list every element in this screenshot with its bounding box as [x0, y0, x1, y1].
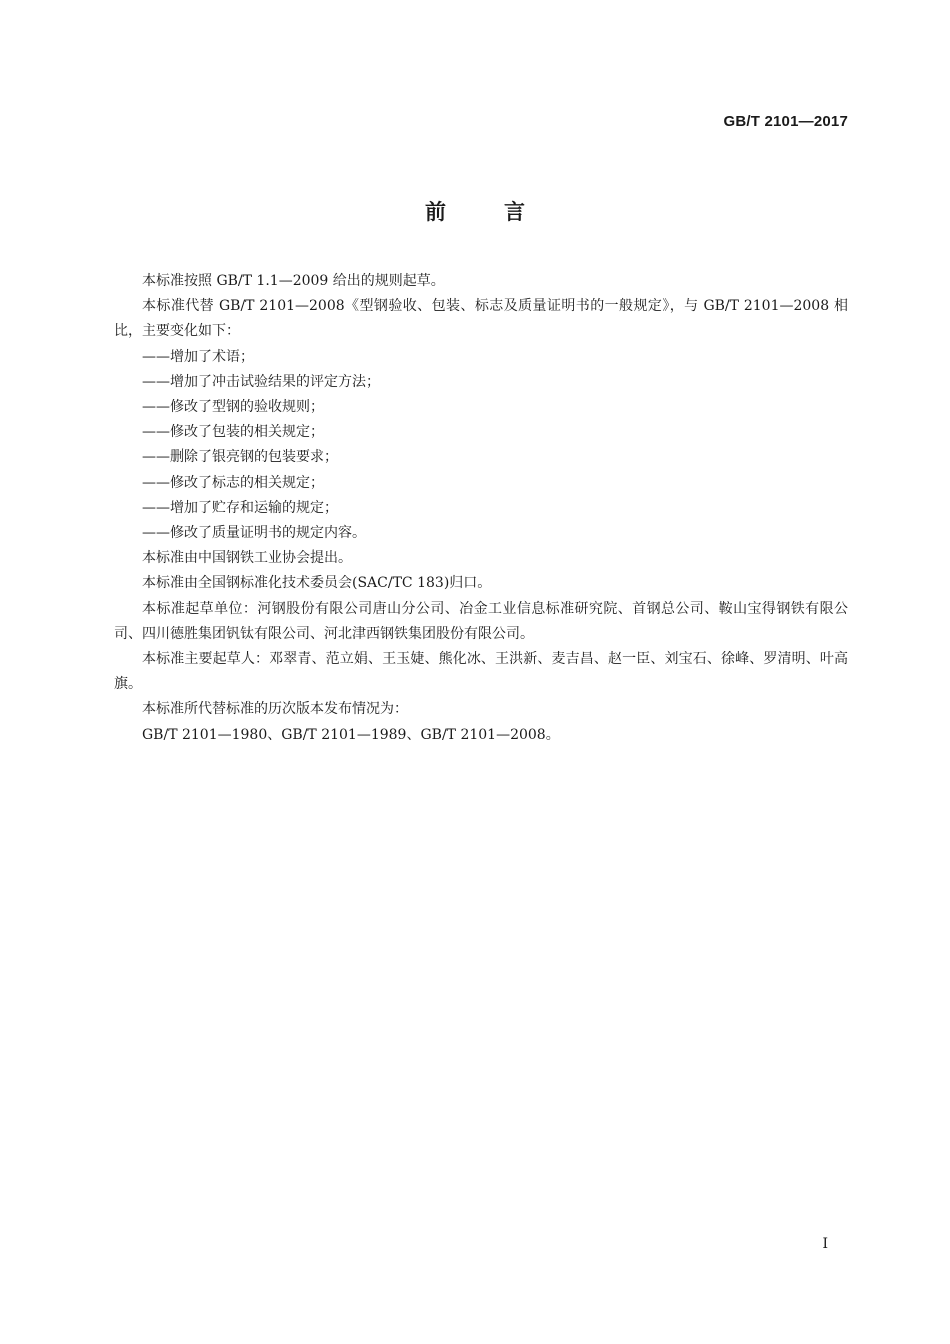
paragraph-replacement: 本标准代替 GB/T 2101—2008《型钢验收、包装、标志及质量证明书的一般规定》，与 GB/T 2101—2008 相比，主要变化如下： — [114, 298, 848, 340]
paragraph-history-versions: GB/T 2101—1980、GB/T 2101—1989、GB/T 2101—2008。 — [142, 726, 560, 743]
changes-list — [114, 345, 848, 547]
list-item: ——增加了贮存和运输的规定； — [142, 499, 338, 516]
page-number: I — [822, 1236, 828, 1252]
paragraph-drafters: 本标准主要起草人：邓翠青、范立娟、王玉婕、熊化冰、王洪新、麦吉昌、赵一臣、刘宝石、徐峰、罗清明、叶高旗。 — [114, 651, 848, 693]
list-item: ——增加了术语； — [142, 348, 254, 365]
paragraph-history-intro: 本标准所代替标准的历次版本发布情况为： — [142, 701, 408, 718]
paragraph-drafting-rules: 本标准按照 GB/T 1.1—2009 给出的规则起草。 — [142, 273, 445, 289]
list-item: ——删除了银亮钢的包装要求； — [142, 449, 338, 466]
list-item: ——增加了冲击试验结果的评定方法； — [142, 373, 380, 390]
list-item: ——修改了包装的相关规定； — [142, 424, 324, 441]
list-item: ——修改了标志的相关规定； — [142, 474, 324, 491]
list-item: ——修改了质量证明书的规定内容。 — [142, 525, 366, 542]
page-title: 前言 — [425, 200, 583, 224]
list-item: ——修改了型钢的验收规则； — [142, 399, 324, 416]
preface-body — [114, 269, 848, 748]
paragraph-proposer: 本标准由中国钢铁工业协会提出。 — [142, 550, 352, 567]
paragraph-drafting-units: 本标准起草单位：河钢股份有限公司唐山分公司、冶金工业信息标准研究院、首钢总公司、鞍山宝得钢铁有限公司、四川德胜集团钒钛有限公司、河北津西钢铁集团股份有限公司。 — [114, 600, 848, 642]
paragraph-committee: 本标准由全国钢标准化技术委员会(SAC/TC 183)归口。 — [142, 575, 492, 592]
standard-number: GB/T 2101—2017 — [723, 113, 848, 130]
